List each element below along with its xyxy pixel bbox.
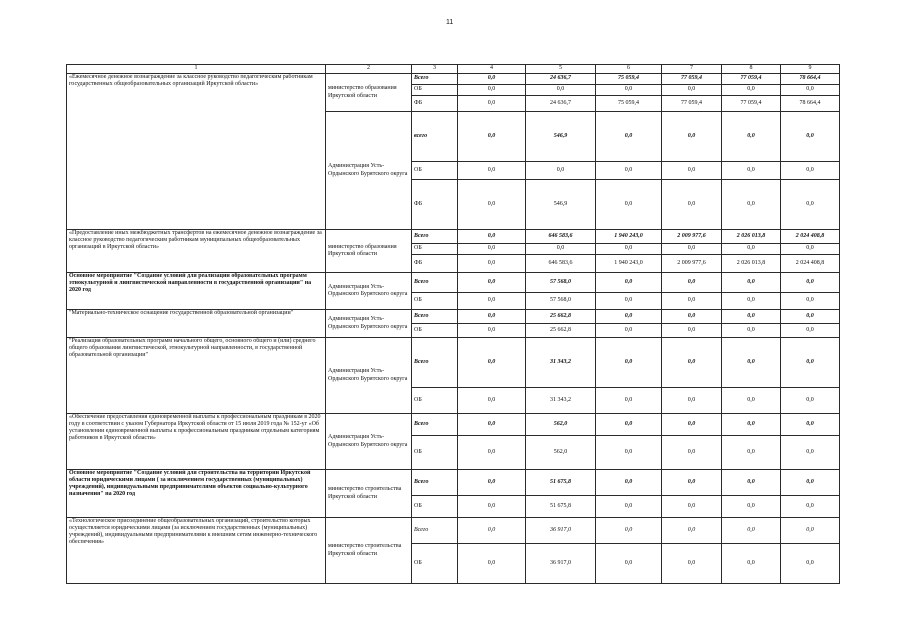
table-row — [67, 470, 840, 496]
amount-cell: 0,0 — [596, 293, 662, 310]
responsible-org: Администрация Усть-Ордынского Бурятского округа — [326, 310, 412, 338]
amount-cell: 0,0 — [596, 244, 662, 255]
amount-cell: 24 636,7 — [526, 74, 596, 85]
activity-title: "Материально-техническое оснащение государственной образовательной организации" — [67, 310, 326, 338]
amount-cell: 2 009 977,6 — [662, 230, 722, 244]
header-cell: 8 — [722, 65, 781, 74]
amount-cell: 0,0 — [722, 273, 781, 293]
funding-source: ФБ — [412, 180, 458, 230]
amount-cell: 0,0 — [662, 544, 722, 584]
amount-cell: 0,0 — [458, 162, 526, 180]
funding-source: ОБ — [412, 544, 458, 584]
amount-cell: 0,0 — [458, 255, 526, 273]
amount-cell: 0,0 — [596, 162, 662, 180]
amount-cell: 0,0 — [458, 180, 526, 230]
responsible-org: министерство образования Иркутской области — [326, 74, 412, 112]
amount-cell: 0,0 — [662, 470, 722, 496]
funding-source: ОБ — [412, 85, 458, 96]
amount-cell: 0,0 — [596, 544, 662, 584]
amount-cell: 0,0 — [458, 470, 526, 496]
responsible-org: Администрация Усть-Ордынского Бурятского округа — [326, 112, 412, 230]
amount-cell: 0,0 — [722, 388, 781, 414]
amount-cell: 546,9 — [526, 180, 596, 230]
header-cell: 6 — [596, 65, 662, 74]
funding-source: ФБ — [412, 255, 458, 273]
funding-source: Всего — [412, 230, 458, 244]
activity-title: «Предоставление иных межбюджетных трансфертов на ежемесячное денежное вознаграждение за классное руководство педагогическим работникам муниципальных общеобразовательных организаций в Иркутской области» — [67, 230, 326, 273]
header-cell: 2 — [326, 65, 412, 74]
amount-cell: 0,0 — [596, 470, 662, 496]
amount-cell: 0,0 — [458, 273, 526, 293]
amount-cell: 0,0 — [458, 230, 526, 244]
responsible-org: Администрация Усть-Ордынского Бурятского округа — [326, 338, 412, 414]
amount-cell: 31 343,2 — [526, 388, 596, 414]
amount-cell: 0,0 — [458, 436, 526, 470]
activity-title: Основное мероприятие "Создание условий для реализации образовательных программ этнокультурной и лингвистической направленности в государственной организации" на 2020 год — [67, 273, 326, 310]
amount-cell: 0,0 — [662, 112, 722, 162]
amount-cell: 78 664,4 — [781, 74, 840, 85]
funding-source: ОБ — [412, 324, 458, 338]
activity-title: "Реализация образовательных программ начального общего, основного общего и (или) среднего общего образования лингвистической, этнокультурной направленности, в государственной образовательной организации" — [67, 338, 326, 414]
amount-cell: 0,0 — [458, 74, 526, 85]
amount-cell: 0,0 — [781, 244, 840, 255]
amount-cell: 0,0 — [458, 544, 526, 584]
header-cell: 3 — [412, 65, 458, 74]
funding-source: ОБ — [412, 496, 458, 518]
amount-cell: 0,0 — [458, 518, 526, 544]
amount-cell: 0,0 — [662, 162, 722, 180]
amount-cell: 0,0 — [781, 324, 840, 338]
amount-cell: 646 583,6 — [526, 255, 596, 273]
amount-cell: 0,0 — [662, 310, 722, 324]
amount-cell: 0,0 — [458, 85, 526, 96]
amount-cell: 2 024 408,8 — [781, 255, 840, 273]
header-cell: 9 — [781, 65, 840, 74]
amount-cell: 0,0 — [781, 112, 840, 162]
amount-cell: 0,0 — [596, 496, 662, 518]
amount-cell: 0,0 — [662, 324, 722, 338]
table-row — [67, 230, 840, 244]
table-row — [67, 414, 840, 436]
amount-cell: 75 059,4 — [596, 96, 662, 112]
table-row — [67, 310, 840, 324]
amount-cell: 51 675,8 — [526, 470, 596, 496]
amount-cell: 1 940 243,0 — [596, 255, 662, 273]
amount-cell: 0,0 — [662, 518, 722, 544]
amount-cell: 0,0 — [458, 310, 526, 324]
amount-cell: 0,0 — [781, 162, 840, 180]
amount-cell: 0,0 — [722, 85, 781, 96]
funding-source: Всего — [412, 518, 458, 544]
amount-cell: 36 917,0 — [526, 544, 596, 584]
amount-cell: 0,0 — [458, 96, 526, 112]
amount-cell: 77 059,4 — [662, 96, 722, 112]
amount-cell: 77 059,4 — [722, 74, 781, 85]
responsible-org: министерство образования Иркутской области — [326, 230, 412, 273]
amount-cell: 0,0 — [722, 324, 781, 338]
table-row — [67, 273, 840, 293]
amount-cell: 0,0 — [781, 293, 840, 310]
amount-cell: 0,0 — [458, 324, 526, 338]
amount-cell: 25 662,8 — [526, 310, 596, 324]
amount-cell: 0,0 — [596, 112, 662, 162]
responsible-org: Администрация Усть-Ордынского Бурятского округа — [326, 414, 412, 470]
amount-cell: 0,0 — [722, 180, 781, 230]
funding-source: ОБ — [412, 388, 458, 414]
header-row — [67, 65, 840, 74]
amount-cell: 562,0 — [526, 414, 596, 436]
amount-cell: 0,0 — [458, 496, 526, 518]
responsible-org: министерство строительства Иркутской области — [326, 518, 412, 584]
amount-cell: 0,0 — [722, 162, 781, 180]
amount-cell: 2 026 013,8 — [722, 255, 781, 273]
amount-cell: 2 024 408,8 — [781, 230, 840, 244]
funding-source: Всего — [412, 273, 458, 293]
amount-cell: 0,0 — [596, 273, 662, 293]
funding-source: всего — [412, 112, 458, 162]
amount-cell: 0,0 — [722, 544, 781, 584]
amount-cell: 0,0 — [526, 162, 596, 180]
amount-cell: 0,0 — [722, 310, 781, 324]
amount-cell: 0,0 — [722, 518, 781, 544]
amount-cell: 0,0 — [458, 388, 526, 414]
page-number: 11 — [446, 19, 454, 26]
table-row — [67, 74, 840, 85]
amount-cell: 0,0 — [596, 414, 662, 436]
amount-cell: 0,0 — [722, 112, 781, 162]
amount-cell: 0,0 — [781, 544, 840, 584]
activity-title: «Технологическое присоединение общеобразовательных организаций, строительство которых осуществляется юридическими лицами (за исключением государственных (муниципальных) учреждений), индивидуальными предпринимателями к внешним сетям инженерно-технического обеспечения» — [67, 518, 326, 584]
amount-cell: 0,0 — [722, 496, 781, 518]
table-body — [67, 65, 840, 584]
amount-cell: 0,0 — [596, 310, 662, 324]
table-row — [67, 518, 840, 544]
amount-cell: 0,0 — [781, 518, 840, 544]
amount-cell: 0,0 — [662, 338, 722, 388]
amount-cell: 0,0 — [781, 496, 840, 518]
amount-cell: 0,0 — [458, 244, 526, 255]
amount-cell: 0,0 — [662, 388, 722, 414]
amount-cell: 78 664,4 — [781, 96, 840, 112]
funding-source: Всего — [412, 310, 458, 324]
amount-cell: 36 917,0 — [526, 518, 596, 544]
responsible-org: Администрация Усть-Ордынского Бурятского округа — [326, 273, 412, 310]
amount-cell: 0,0 — [458, 293, 526, 310]
amount-cell: 0,0 — [722, 470, 781, 496]
amount-cell: 0,0 — [662, 414, 722, 436]
amount-cell: 0,0 — [596, 85, 662, 96]
amount-cell: 0,0 — [596, 324, 662, 338]
amount-cell: 0,0 — [781, 338, 840, 388]
amount-cell: 77 059,4 — [722, 96, 781, 112]
amount-cell: 24 636,7 — [526, 96, 596, 112]
amount-cell: 31 343,2 — [526, 338, 596, 388]
amount-cell: 0,0 — [662, 244, 722, 255]
amount-cell: 25 662,8 — [526, 324, 596, 338]
amount-cell: 0,0 — [722, 436, 781, 470]
amount-cell: 0,0 — [458, 112, 526, 162]
header-cell: 4 — [458, 65, 526, 74]
table-row — [67, 338, 840, 388]
amount-cell: 0,0 — [596, 180, 662, 230]
amount-cell: 57 568,0 — [526, 273, 596, 293]
funding-source: ФБ — [412, 96, 458, 112]
header-cell: 7 — [662, 65, 722, 74]
amount-cell: 0,0 — [596, 338, 662, 388]
header-cell: 5 — [526, 65, 596, 74]
amount-cell: 0,0 — [722, 338, 781, 388]
amount-cell: 0,0 — [662, 436, 722, 470]
amount-cell: 0,0 — [662, 180, 722, 230]
amount-cell: 0,0 — [458, 338, 526, 388]
activity-title: «Обеспечение предоставления единовременной выплаты к профессиональным праздникам в 2020 году в соответствии с указом Губернатора Иркутской области от 15 июля 2019 года № 152-уг «Об установлении единовременной выплаты к профессиональным праздникам отдельным категориям работников в Иркутской области» — [67, 414, 326, 470]
amount-cell: 77 059,4 — [662, 74, 722, 85]
amount-cell: 2 009 977,6 — [662, 255, 722, 273]
amount-cell: 0,0 — [781, 273, 840, 293]
amount-cell: 0,0 — [722, 414, 781, 436]
amount-cell: 0,0 — [662, 293, 722, 310]
amount-cell: 0,0 — [526, 244, 596, 255]
amount-cell: 0,0 — [781, 414, 840, 436]
funding-source: Всего — [412, 74, 458, 85]
amount-cell: 0,0 — [722, 293, 781, 310]
funding-source: ОБ — [412, 244, 458, 255]
funding-source: Всего — [412, 338, 458, 388]
amount-cell: 0,0 — [526, 85, 596, 96]
amount-cell: 0,0 — [458, 414, 526, 436]
budget-table — [66, 64, 840, 584]
funding-source: ОБ — [412, 162, 458, 180]
funding-source: ОБ — [412, 293, 458, 310]
amount-cell: 2 026 013,8 — [722, 230, 781, 244]
amount-cell: 646 583,6 — [526, 230, 596, 244]
activity-title: Основное мероприятие "Создание условий для строительства на территории Иркутской области юридическими лицами ( за исключением государственных (муниципальных) учреждений), индивидуальными предпринимателями объектов социально-культурного назначения" на 2020 год — [67, 470, 326, 518]
amount-cell: 0,0 — [662, 85, 722, 96]
amount-cell: 0,0 — [781, 85, 840, 96]
amount-cell: 0,0 — [596, 518, 662, 544]
amount-cell: 51 675,8 — [526, 496, 596, 518]
activity-title: «Ежемесячное денежное вознаграждение за классное руководство педагогическим работникам государственных общеобразовательных организаций Иркутской области» — [67, 74, 326, 230]
header-cell: 1 — [67, 65, 326, 74]
amount-cell: 562,0 — [526, 436, 596, 470]
funding-source: Всего — [412, 470, 458, 496]
amount-cell: 0,0 — [596, 388, 662, 414]
amount-cell: 57 568,0 — [526, 293, 596, 310]
amount-cell: 0,0 — [662, 496, 722, 518]
funding-source: ОБ — [412, 436, 458, 470]
amount-cell: 0,0 — [781, 388, 840, 414]
amount-cell: 0,0 — [781, 436, 840, 470]
amount-cell: 546,9 — [526, 112, 596, 162]
amount-cell: 75 059,4 — [596, 74, 662, 85]
amount-cell: 0,0 — [596, 436, 662, 470]
amount-cell: 0,0 — [781, 470, 840, 496]
funding-source: Всего — [412, 414, 458, 436]
responsible-org: министерство строительства Иркутской области — [326, 470, 412, 518]
amount-cell: 0,0 — [781, 180, 840, 230]
amount-cell: 0,0 — [662, 273, 722, 293]
amount-cell: 0,0 — [781, 310, 840, 324]
amount-cell: 1 940 243,0 — [596, 230, 662, 244]
amount-cell: 0,0 — [722, 244, 781, 255]
